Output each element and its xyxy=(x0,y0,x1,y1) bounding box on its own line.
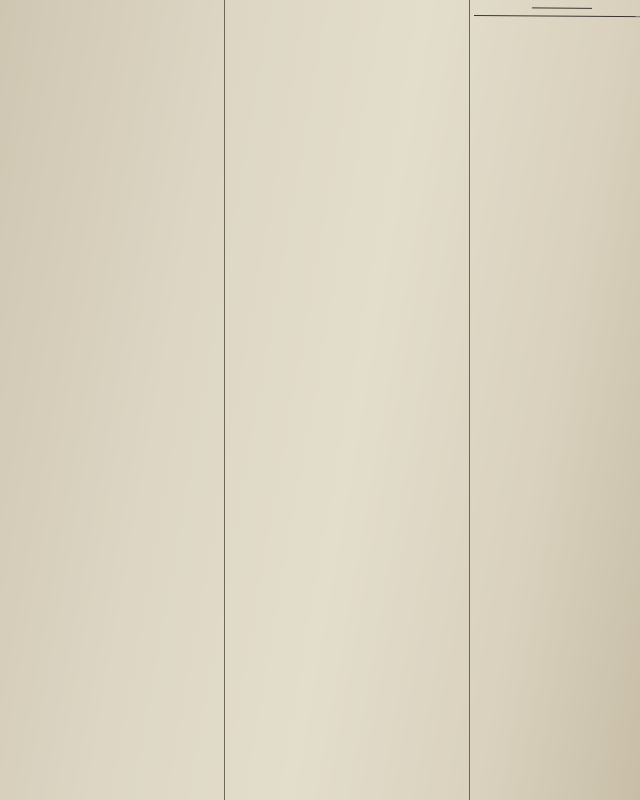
article-paragraph xyxy=(474,23,640,24)
column-left-top xyxy=(0,0,220,4)
column-right xyxy=(468,0,640,800)
section-divider xyxy=(531,7,591,8)
article-paragraph xyxy=(474,0,640,1)
article-paragraph xyxy=(0,0,220,4)
section-subhead xyxy=(229,6,465,8)
article-paragraph xyxy=(474,23,640,24)
column-middle xyxy=(221,0,465,800)
article-paragraph xyxy=(0,0,220,4)
article-paragraph xyxy=(474,0,640,1)
article-lead xyxy=(474,0,640,1)
article-paragraph xyxy=(229,6,465,8)
article-paragraph xyxy=(229,6,465,8)
column-left xyxy=(0,0,220,800)
section-divider xyxy=(474,15,640,17)
article-paragraph xyxy=(229,0,465,2)
article-paragraph xyxy=(229,6,465,8)
article-paragraph xyxy=(0,0,220,4)
article-paragraph xyxy=(229,6,465,8)
article-paragraph xyxy=(0,6,220,10)
section-subhead xyxy=(0,6,220,10)
article-paragraph xyxy=(0,0,220,4)
article-paragraph xyxy=(474,23,640,24)
